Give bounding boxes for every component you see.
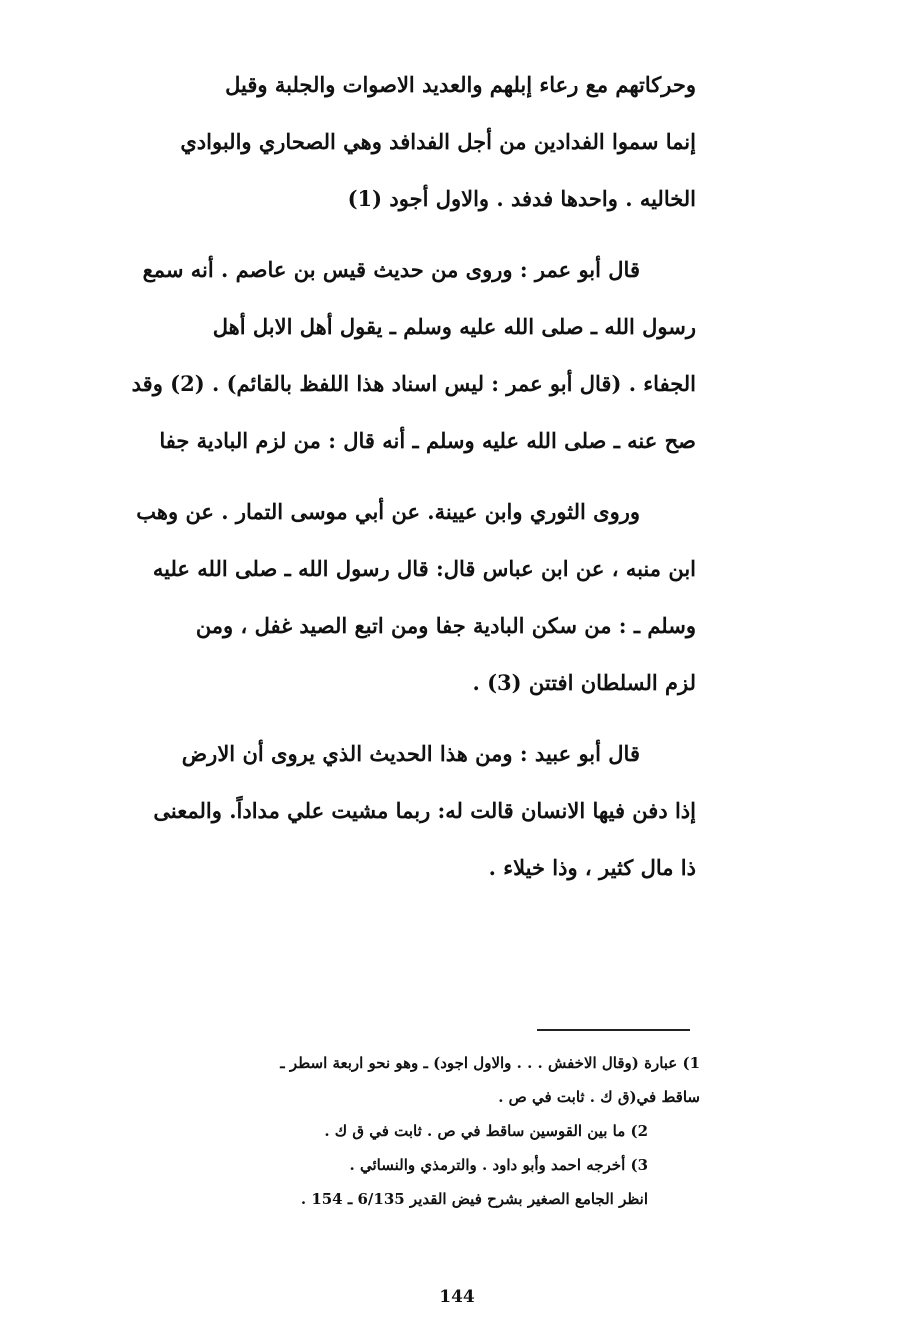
footnotes [60,1046,700,1216]
text-line: ابن منبه ، عن ابن عباس قال: قال رسول الله ـ صلى الله عليه [152,556,696,581]
text-line: قال أبو عمر : وروى من حديث قيس بن عاصم . أنه سمع [142,257,640,282]
footnote-line: 1) عبارة (وقال الاخفش . . . والاول اجود) ـ وهو نحو اربعة اسطر ـ [280,1054,700,1072]
text-line: ذا مال كثير ، وذا خيلاء . [488,855,696,880]
text-line: وروى الثوري وابن عيينة. عن أبي موسى التمار . عن وهب [136,499,640,524]
footnote-line: ساقط في(ق ك . ثابت في ص . [498,1088,700,1106]
text-line: قال أبو عبيد : ومن هذا الحديث الذي يروى أن الارض [181,741,640,766]
footnote-line: انظر الجامع الصغير بشرح فيض القدير 6/135 ـ 154 . [300,1190,648,1208]
text-line: صح عنه ـ صلى الله عليه وسلم ـ أنه قال : من لزم البادية جفا [159,428,696,453]
text-line: الخاليه . واحدها فدفد . والاول أجود (1) [347,186,696,211]
text-line: إنما سموا الفدادين من أجل الفدافد وهي الصحاري والبوادي [180,129,696,154]
text-line: لزم السلطان افتتن (3) . [472,670,696,695]
footnote-line: 2) ما بين القوسين ساقط في ص . ثابت في ق ك . [324,1122,648,1140]
text-line: وسلم ـ : من سكن البادية جفا ومن اتبع الصيد غفل ، ومن [195,613,696,638]
footnote-separator [537,1029,690,1031]
text-line: الجفاء . (قال أبو عمر : ليس اسناد هذا اللفظ بالقائم) . (2) وقد [131,371,696,396]
text-line: إذا دفن فيها الانسان قالت له: ربما مشيت علي مداداً. والمعنى [153,798,696,823]
text-line: رسول الله ـ صلى الله عليه وسلم ـ يقول أهل الابل أهل [212,314,696,339]
page-number: 144 [439,1287,475,1307]
text-line: وحركاتهم مع رعاء إبلهم والعديد الاصوات والجلبة وقيل [225,72,696,97]
main-text [60,56,696,896]
footnote-line: 3) أخرجه احمد وأبو داود . والترمذي والنسائي . [349,1156,648,1174]
